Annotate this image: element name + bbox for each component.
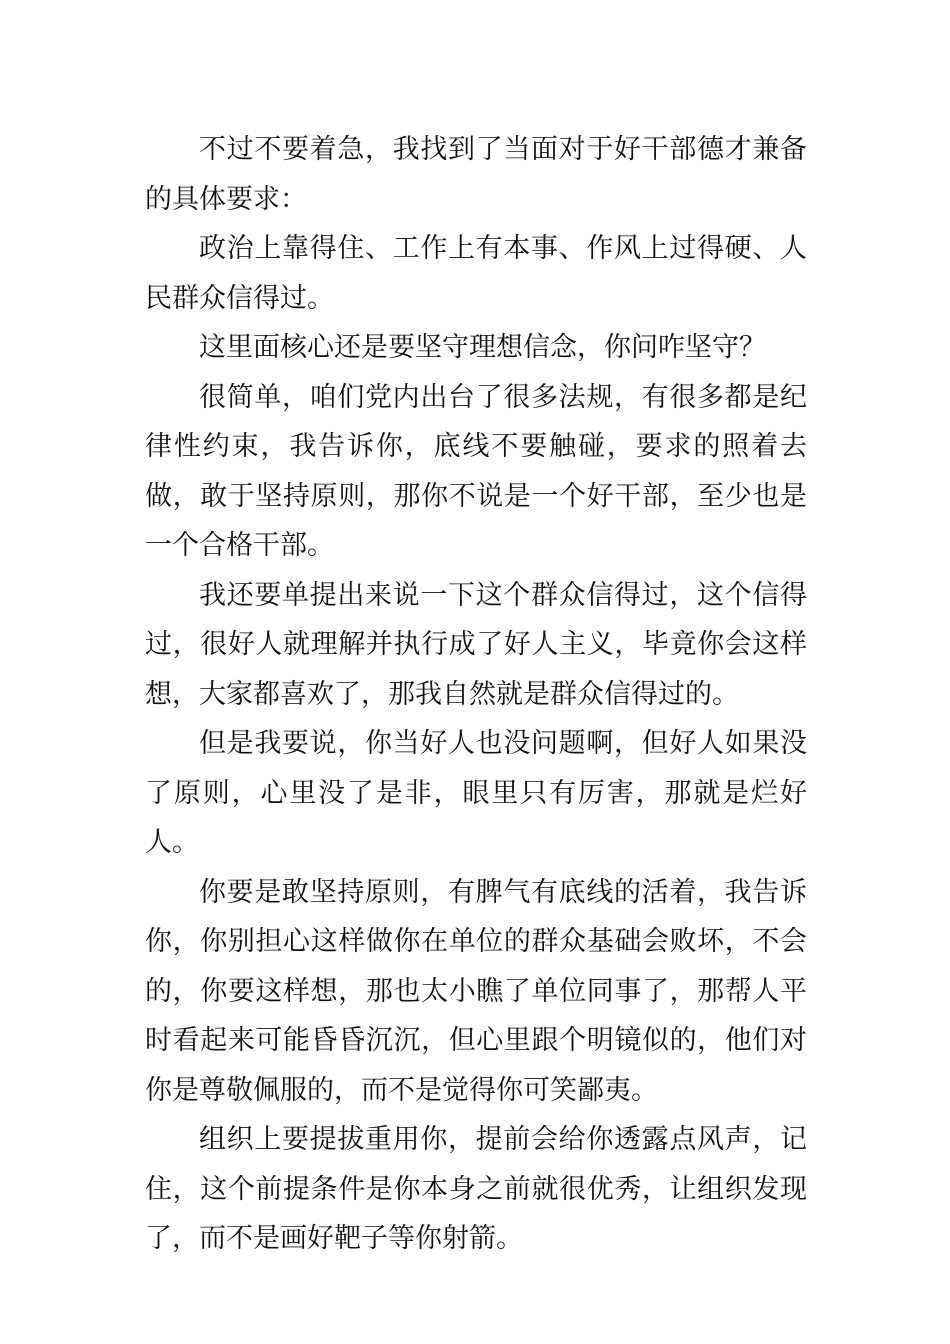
paragraph: 很简单，咱们党内出台了很多法规，有很多都是纪律性约束，我告诉你，底线不要触碰，要求的照着去做，敢于坚持原则，那你不说是一个好干部，至少也是一个合格干部。 [145, 381, 807, 561]
paragraph: 你要是敢坚持原则，有脾气有底线的活着，我告诉你，你别担心这样做你在单位的群众基础会败坏，不会的，你要这样想，那也太小瞧了单位同事了，那帮人平时看起来可能昏昏沉沉，但心里跟个明镜似的，他们对你是尊敬佩服的，而不是觉得你可笑鄙夷。 [145, 876, 807, 1106]
paragraph: 我还要单提出来说一下这个群众信得过，这个信得过，很好人就理解并执行成了好人主义，毕竟你会这样想，大家都喜欢了，那我自然就是群众信得过的。 [145, 579, 807, 710]
paragraph: 政治上靠得住、工作上有本事、作风上过得硬、人民群众信得过。 [145, 233, 807, 314]
paragraph: 不过不要着急，我找到了当面对于好干部德才兼备的具体要求： [145, 134, 807, 215]
paragraph: 但是我要说，你当好人也没问题啊，但好人如果没了原则，心里没了是非，眼里只有厉害，那就是烂好人。 [145, 728, 807, 858]
paragraph: 这里面核心还是要坚守理想信念，你问咋坚守？ [199, 332, 766, 363]
paragraph: 组织上要提拔重用你，提前会给你透露点风声，记住，这个前提条件是你本身之前就很优秀，让组织发现了，而不是画好靶子等你射箭。 [145, 1124, 807, 1254]
document-body [145, 125, 807, 1264]
